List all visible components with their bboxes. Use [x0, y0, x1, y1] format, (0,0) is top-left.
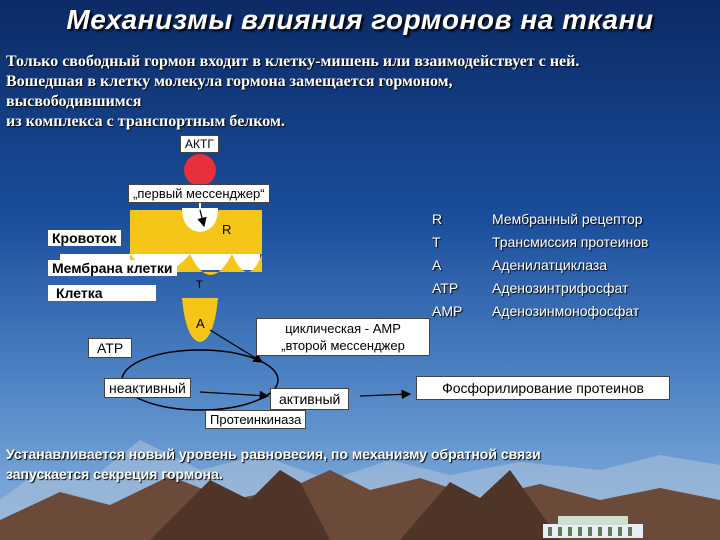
inactive-label: неактивный: [104, 378, 191, 398]
legend-abbr: T: [432, 234, 441, 250]
legend-abbr: AMP: [432, 303, 463, 319]
legend-abbr: ATP: [432, 280, 459, 296]
intro-line: Только свободный гормон входит в клетку-мишень или взаимодействует с ней.: [6, 53, 580, 70]
active-label: активный: [270, 388, 349, 410]
camp-box: [256, 318, 430, 356]
kinase-label: Протеинкиназа: [205, 410, 306, 429]
legend-text: Аденилатциклаза: [492, 257, 608, 273]
note-line: Устанавливается новый уровень равновесия, по механизму обратной связи: [6, 446, 541, 462]
legend-text: Трансмиссия протеинов: [492, 234, 649, 250]
intro-line: из комплекса с транспортным белком.: [6, 113, 285, 130]
legend-abbrs: [432, 208, 462, 323]
legend-text: Аденозинмонофосфат: [492, 303, 640, 319]
intro-line: высвободившимся: [6, 93, 142, 110]
legend-text: Мембранный рецептор: [492, 211, 643, 227]
cell-label: Клетка: [48, 285, 156, 301]
legend-text: Аденозинтрифосфат: [492, 280, 629, 296]
camp-line: циклическая - AMP: [285, 321, 401, 336]
membrane-label: Мембрана клетки: [48, 260, 177, 276]
receptor-letter: R: [222, 222, 232, 237]
slide-title: Механизмы влияния гормонов на ткани: [66, 4, 654, 35]
intro-line: Вошедшая в клетку молекула гормона замещается гормоном,: [6, 73, 453, 90]
camp-line: „второй мессенджер: [281, 338, 405, 353]
blood-label: Кровоток: [48, 230, 121, 246]
legend-texts: [492, 208, 648, 323]
note-line: запускается секреция гормона.: [6, 466, 223, 482]
phosphorylation-label: Фосфорилирование протеинов: [416, 376, 670, 400]
transmission-letter: T: [196, 279, 203, 291]
hormone-label: АКТГ: [180, 135, 219, 153]
legend-abbr: A: [432, 257, 442, 273]
adenylate-letter: A: [196, 316, 205, 331]
atp-label: ATP: [88, 338, 132, 358]
feedback-note: [6, 444, 586, 484]
legend-abbr: R: [432, 211, 443, 227]
first-messenger-label: „первый мессенджер“: [128, 184, 270, 203]
hormone-ball: [184, 154, 216, 186]
